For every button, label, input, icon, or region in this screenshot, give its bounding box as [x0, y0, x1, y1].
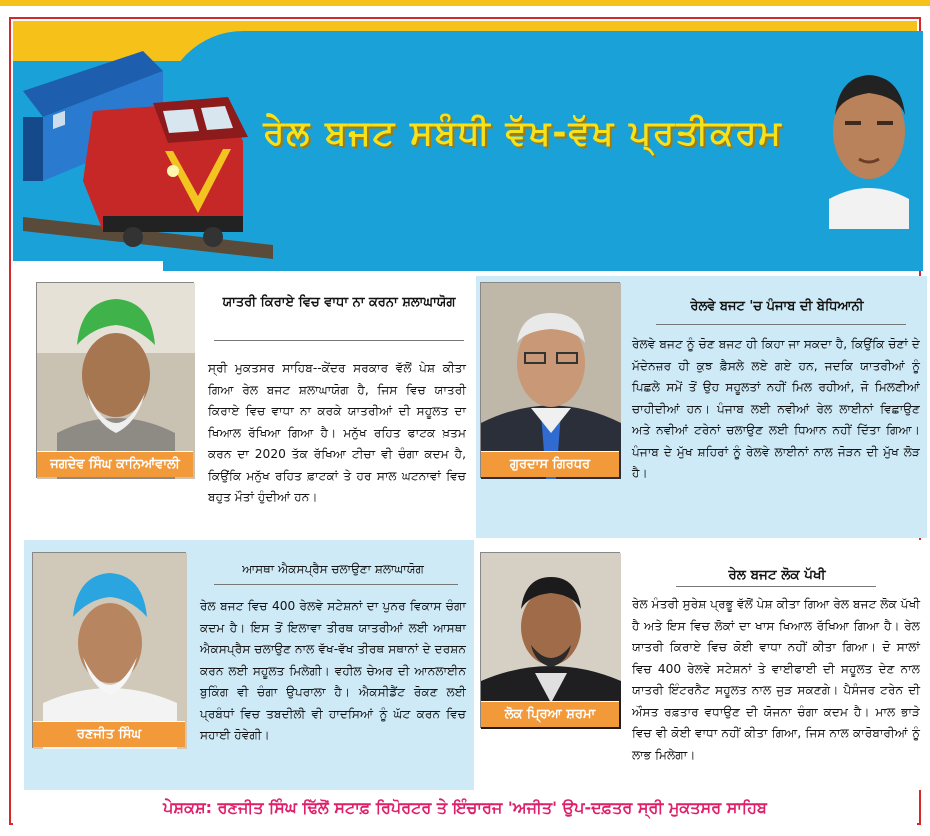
photo-gurdas	[480, 282, 620, 478]
caption-gurdas: ਗੁਰਦਾਸ ਗਿਰਧਰ	[481, 451, 619, 477]
caption-jagdev: ਜਗਦੇਵ ਸਿੰਘ ਕਾਨਿਆਂਵਾਲੀ	[37, 451, 193, 477]
headline-rule	[214, 340, 464, 341]
person-ranjit-image	[33, 553, 187, 749]
photo-jagdev	[36, 282, 194, 478]
article-gurdas	[476, 276, 927, 538]
headline-gurdas: ਰੇਲਵੇ ਬਜਟ 'ਚ ਪੰਜਾਬ ਦੀ ਬੇਧਿਆਨੀ	[690, 299, 864, 314]
headline-rule	[214, 584, 458, 585]
footer-credit: ਪੇਸ਼ਕਸ਼: ਰਣਜੀਤ ਸਿੰਘ ਢਿੱਲੋਂ ਸਟਾਫ਼ ਰਿਪੋਰਟਰ ਤੇ ਇੰਚਾਰਜ 'ਅਜੀਤ' ਉਪ-ਦਫ਼ਤਰ ਸ੍ਰੀ ਮੁਕਤਸਰ ਸਾਹਿਬ	[13, 791, 917, 825]
body-gurdas: ਰੇਲਵੇ ਬਜਟ ਨੂੰ ਚੋਣ ਬਜਟ ਹੀ ਕਿਹਾ ਜਾ ਸਕਦਾ ਹੈ, ਕਿਉਂਕਿ ਚੋਣਾਂ ਦੇ ਮੱਦੇਨਜ਼ਰ ਹੀ ਕੁਝ ਫ਼ੈਸਲੇ ਲਏ ਗਏ ਹਨ, ਜਦਕਿ ਯਾਤਰੀਆਂ ਨੂੰ ਪਿਛਲੇ ਸਮੇਂ ਤੋਂ ਉਹ ਸਹੂਲਤਾਂ ਨਹੀਂ ਮਿਲ ਰਹੀਆਂ, ਜੋ ਮਿਲਣੀਆਂ ਚਾਹੀਦੀਆਂ ਹਨ। ਪੰਜਾਬ ਲਈ ਨਵੀਆਂ ਰੇਲ ਲਾਈਨਾਂ ਵਿਛਾਉਣ ਅਤੇ ਨਵੀਆਂ ਟਰੇਨਾਂ ਚਲਾਉਣ ਲਈ ਧਿਆਨ ਨਹੀਂ ਦਿੱਤਾ ਗਿਆ। ਪੰਜਾਬ ਦੇ ਮੁੱਖ ਸ਼ਹਿਰਾਂ ਨੂੰ ਰੇਲਵੇ ਲਾਈਨਾਂ ਨਾਲ ਜੋੜਨ ਦੀ ਮੁੱਖ ਲੋੜ ਹੈ।	[632, 337, 920, 480]
headline-ranjit: ਆਸਥਾ ਐਕਸਪ੍ਰੈਸ ਚਲਾਉਣਾ ਸ਼ਲਾਘਾਯੋਗ	[242, 562, 424, 576]
body-jagdev-top: ਸ੍ਰੀ ਮੁਕਤਸਰ ਸਾਹਿਬ--ਕੇਂਦਰ ਸਰਕਾਰ ਵੱਲੋਂ ਪੇਸ਼ ਕੀਤਾ ਗਿਆ ਰੇਲ ਬਜਟ ਸ਼ਲਾਘਾਯੋਗ ਹੈ, ਜਿਸ ਵਿਚ ਯਾਤਰੀ ਕਿਰਾਏ ਵਿਚ ਵਾਧਾ ਨਾ ਕਰਕੇ ਯਾਤਰੀਆਂ ਦੀ ਸਹੂਲਤ ਦਾ ਖਿਆਲ ਰੱਖਿਆ ਗਿਆ ਹੈ। ਮਨੁੱਖ ਰਹਿਤ ਫਾਟਕ ਖ਼ਤਮ ਕਰਨ ਦਾ 2020 ਤੱਕ ਰੱਖਿਆ ਟੀਚਾ ਵੀ ਚੰਗਾ ਕਦਮ ਹੈ, ਕਿਉਂਕਿ ਮਨੁੱਖ ਰਹਿਤ ਫ਼ਾਟਕਾਂ ਤੇ ਹਰ ਸਾਲ ਘਟਨਾਵਾਂ ਵਿਚ ਬਹੁਤ ਮੌਤਾਂ ਹੁੰਦੀਆਂ ਹਨ।	[208, 361, 466, 504]
article-jagdev	[24, 276, 474, 538]
article-ranjit	[24, 540, 474, 790]
minister-portrait	[819, 59, 919, 229]
headline-rule	[656, 324, 906, 325]
caption-ranjit: ਰਣਜੀਤ ਸਿੰਘ	[33, 721, 185, 747]
person-gurdas-image	[481, 283, 621, 479]
photo-lok	[480, 552, 620, 728]
caption-lok: ਲੋਕ ਪ੍ਰਿਆ ਸ਼ਰਮਾ	[481, 701, 619, 727]
banner-title: ਰੇਲ ਬਜਟ ਸਬੰਧੀ ਵੱਖ-ਵੱਖ ਪ੍ਰਤੀਕਰਮ	[263, 113, 783, 153]
top-yellow-strip	[0, 0, 930, 6]
headline-lok: ਰੇਲ ਬਜਟ ਲੋਕ ਪੱਖੀ	[728, 567, 826, 583]
body-ranjit: ਰੇਲ ਬਜਟ ਵਿਚ 400 ਰੇਲਵੇ ਸਟੇਸ਼ਨਾਂ ਦਾ ਪੁਨਰ ਵਿਕਾਸ ਚੰਗਾ ਕਦਮ ਹੈ। ਇਸ ਤੋਂ ਇਲਾਵਾ ਤੀਰਥ ਯਾਤਰੀਆਂ ਲਈ ਆਸਥਾ ਐਕਸਪ੍ਰੈਸ ਚਲਾਉਣ ਨਾਲ ਵੱਖ-ਵੱਖ ਤੀਰਥ ਸਥਾਨਾਂ ਦੇ ਦਰਸ਼ਨ ਕਰਨ ਲਈ ਸਹੂਲਤ ਮਿਲੇਗੀ। ਵਹੀਲ ਚੇਅਰ ਦੀ ਆਨਲਾਈਨ ਬੁਕਿੰਗ ਵੀ ਚੰਗਾ ਉਪਰਾਲਾ ਹੈ। ਐਕਸੀਡੈਂਟ ਰੋਕਣ ਲਈ ਪ੍ਰਬੰਧਾਂ ਵਿਚ ਤਬਦੀਲੀ ਵੀ ਹਾਦਸਿਆਂ ਨੂੰ ਘੱਟ ਕਰਨ ਵਿਚ ਸਹਾਈ ਹੋਵੇਗੀ।	[200, 599, 466, 742]
article-lok	[476, 540, 927, 790]
person-jagdev-image	[37, 283, 195, 479]
body-lok: ਰੇਲ ਮੰਤਰੀ ਸੁਰੇਸ਼ ਪ੍ਰਭੂ ਵੱਲੋਂ ਪੇਸ਼ ਕੀਤਾ ਗਿਆ ਰੇਲ ਬਜਟ ਲੋਕ ਪੱਖੀ ਹੈ ਅਤੇ ਇਸ ਵਿਚ ਲੋਕਾਂ ਦਾ ਖਾਸ ਖਿਆਲ ਰੱਖਿਆ ਗਿਆ ਹੈ। ਰੇਲ ਯਾਤਰੀ ਕਿਰਾਏ ਵਿਚ ਕੋਈ ਵਾਧਾ ਨਹੀਂ ਕੀਤਾ ਗਿਆ। ਦੋ ਸਾਲਾਂ ਵਿਚ 400 ਰੇਲਵੇ ਸਟੇਸ਼ਨਾਂ ਤੇ ਵਾਈਫਾਈ ਦੀ ਸਹੂਲਤ ਦੇਣ ਨਾਲ ਯਾਤਰੀ ਇੰਟਰਨੈਟ ਸਹੂਲਤ ਨਾਲ ਜੁੜ ਸਕਣਗੇ। ਪੈਸੰਜਰ ਟਰੇਨ ਦੀ ਔਸਤ ਰਫ਼ਤਾਰ ਵਧਾਉਣ ਦੀ ਯੋਜਨਾ ਚੰਗਾ ਕਦਮ ਹੈ। ਮਾਲ ਭਾੜੇ ਵਿਚ ਵੀ ਕੋਈ ਵਾਧਾ ਨਹੀਂ ਕੀਤਾ ਗਿਆ, ਜਿਸ ਨਾਲ ਕਾਰੋਬਾਰੀਆਂ ਨੂੰ ਲਾਭ ਮਿਲੇਗਾ।	[632, 597, 920, 762]
banner	[13, 21, 917, 261]
headline-jagdev: ਯਾਤਰੀ ਕਿਰਾਏ ਵਿਚ ਵਾਧਾ ਨਾ ਕਰਨਾ ਸ਼ਲਾਘਾਯੋਗ	[222, 295, 456, 310]
train-engine-illustration	[23, 31, 273, 259]
page-frame	[9, 17, 921, 825]
headline-rule	[676, 586, 876, 587]
photo-ranjit	[32, 552, 186, 748]
